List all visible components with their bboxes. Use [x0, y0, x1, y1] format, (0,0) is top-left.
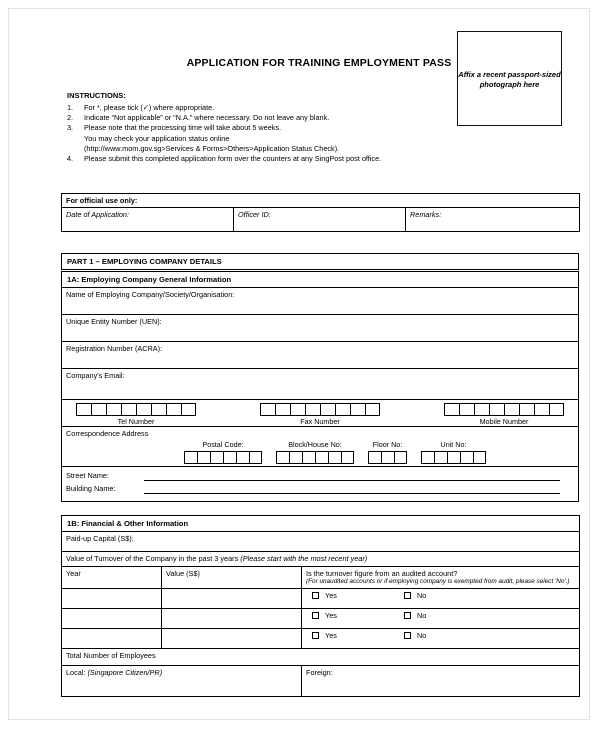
char-cell[interactable]: [474, 403, 489, 416]
char-cell[interactable]: [394, 451, 407, 464]
foreign-employees-field[interactable]: Foreign:: [302, 665, 580, 696]
section-1b-heading-row: [62, 516, 580, 532]
instruction-number: 3.: [67, 123, 74, 133]
official-use-fields-row: [62, 208, 580, 232]
official-use-heading: For official use only:: [62, 194, 580, 208]
column-header-value: Value (S$): [162, 566, 302, 588]
char-cell[interactable]: [350, 403, 365, 416]
audited-question-note: (For unaudited accounts or if employing company is exempted from audit, please select 'No'.): [306, 577, 570, 585]
tel-number-label: Tel Number: [117, 417, 155, 427]
instruction-3-sub-line-2: (http://www.mom.gov.sg>Services & Forms>Others>Application Status Check).: [84, 144, 340, 154]
page-title: APPLICATION FOR TRAINING EMPLOYMENT PASS: [186, 57, 452, 69]
audited-choice-group-2: [302, 609, 579, 621]
char-cell[interactable]: [368, 451, 381, 464]
section-1a-table: [61, 271, 579, 502]
char-cell[interactable]: [236, 451, 249, 464]
officer-id-field[interactable]: Officer ID:: [234, 208, 406, 232]
street-name-label: Street Name:: [66, 471, 109, 481]
postal-code-label: Postal Code:: [202, 439, 244, 449]
instructions-block: [67, 91, 487, 165]
phone-numbers-row: [62, 400, 579, 427]
char-cell[interactable]: [289, 451, 302, 464]
checkbox-icon[interactable]: [312, 592, 319, 599]
audited-choice-group-1: [302, 589, 579, 601]
audited-question: Is the turnover figure from an audited account?: [306, 568, 458, 578]
char-cell[interactable]: [136, 403, 151, 416]
turnover-heading-text: Value of Turnover of the Company in the past 3 years: [66, 554, 241, 564]
building-name-label: Building Name:: [66, 484, 116, 494]
block-house-no-group[interactable]: [276, 440, 354, 464]
turnover-value-input-1[interactable]: [162, 588, 302, 608]
floor-no-label: Floor No:: [372, 439, 403, 449]
instruction-number: 4.: [67, 154, 74, 164]
part1-heading-row: [62, 254, 579, 270]
char-cell[interactable]: [447, 451, 460, 464]
block-house-no-input[interactable]: [276, 451, 354, 464]
building-name-input[interactable]: [144, 484, 560, 494]
char-cell[interactable]: [223, 451, 236, 464]
audited-yes-option-1[interactable]: [312, 591, 404, 600]
turnover-heading-row: [62, 552, 580, 566]
phone-numbers-group: [62, 400, 578, 426]
form-page: [8, 8, 590, 720]
paid-up-capital-field[interactable]: Paid-up Capital (S$):: [62, 532, 580, 552]
checkbox-icon[interactable]: [312, 632, 319, 639]
audited-no-label: No: [417, 610, 427, 620]
audited-choice-group-3: [302, 629, 579, 641]
checkbox-icon[interactable]: [312, 612, 319, 619]
char-cell[interactable]: [473, 451, 486, 464]
instruction-text: For *, please tick (✓) where appropriate.: [84, 102, 215, 112]
unit-no-label: Unit No:: [440, 439, 467, 449]
correspondence-address-heading-row: [62, 427, 579, 439]
section-1b-heading: 1B: Financial & Other Information: [62, 516, 580, 532]
instruction-number: 1.: [67, 102, 74, 112]
char-cell[interactable]: [381, 451, 394, 464]
char-cell[interactable]: [460, 451, 473, 464]
char-cell[interactable]: [275, 403, 290, 416]
char-cell[interactable]: [166, 403, 181, 416]
street-name-input[interactable]: [144, 471, 560, 481]
char-cell[interactable]: [534, 403, 549, 416]
char-cell[interactable]: [549, 403, 564, 416]
photograph-instruction: Affix a recent passport-sized photograph here: [458, 70, 561, 90]
local-employees-note: (Singapore Citizen/PR): [87, 667, 163, 677]
column-header-year: Year: [62, 566, 162, 588]
instruction-item-1: [67, 103, 487, 113]
turnover-year-input-1[interactable]: [62, 588, 162, 608]
audited-yes-label: Yes: [325, 590, 337, 600]
section-1a-heading: 1A: Employing Company General Information: [62, 272, 579, 288]
block-house-no-label: Block/House No:: [288, 439, 342, 449]
audited-yes-option-3[interactable]: [312, 631, 404, 640]
turnover-value-input-2[interactable]: [162, 608, 302, 628]
audited-yes-label: Yes: [325, 630, 337, 640]
instruction-number: 2.: [67, 113, 74, 122]
char-cell[interactable]: [249, 451, 262, 464]
acra-field[interactable]: Registration Number (ACRA):: [62, 342, 579, 369]
column-header-audited: [302, 566, 580, 588]
employees-counts-row: [62, 665, 580, 696]
instruction-item-4: [67, 154, 487, 164]
floor-no-input[interactable]: [368, 451, 407, 464]
char-cell[interactable]: [489, 403, 504, 416]
turnover-heading-note: (Please start with the most recent year): [240, 554, 368, 564]
audited-no-option-2[interactable]: [404, 611, 496, 620]
mobile-number-input[interactable]: [444, 403, 564, 416]
char-cell[interactable]: [91, 403, 106, 416]
table-row: [62, 588, 580, 608]
table-row: [62, 608, 580, 628]
char-cell[interactable]: [276, 451, 289, 464]
char-cell[interactable]: [320, 403, 335, 416]
unit-no-group[interactable]: [421, 440, 486, 464]
correspondence-address-heading: Correspondence Address: [62, 427, 579, 439]
uen-row: [62, 315, 579, 342]
char-cell[interactable]: [260, 403, 275, 416]
company-name-field[interactable]: Name of Employing Company/Society/Organisation:: [62, 288, 579, 315]
postal-code-group[interactable]: [184, 440, 262, 464]
acra-row: [62, 342, 579, 369]
char-cell[interactable]: [444, 403, 459, 416]
local-employees-field[interactable]: [62, 665, 302, 696]
official-use-header-row: [62, 194, 580, 208]
unit-no-input[interactable]: [421, 451, 486, 464]
char-cell[interactable]: [210, 451, 223, 464]
instruction-3-sub-line-1: You may check your application status online: [84, 133, 230, 143]
char-cell[interactable]: [197, 451, 210, 464]
char-cell[interactable]: [335, 403, 350, 416]
char-cell[interactable]: [305, 403, 320, 416]
mobile-number-label: Mobile Number: [479, 417, 529, 427]
fax-number-group[interactable]: [260, 403, 380, 426]
char-cell[interactable]: [76, 403, 91, 416]
fax-number-input[interactable]: [260, 403, 380, 416]
checkbox-icon[interactable]: [404, 632, 411, 639]
street-building-row: [62, 466, 579, 501]
char-cell[interactable]: [328, 451, 341, 464]
turnover-year-input-2[interactable]: [62, 608, 162, 628]
audited-no-option-1[interactable]: [404, 591, 496, 600]
employees-heading-row: [62, 648, 580, 665]
audited-no-option-3[interactable]: [404, 631, 496, 640]
instruction-item-3: [67, 123, 487, 133]
audited-no-label: No: [417, 590, 427, 600]
building-name-row[interactable]: [66, 483, 574, 496]
char-cell[interactable]: [434, 451, 447, 464]
char-cell[interactable]: [121, 403, 136, 416]
section-1b-table: [61, 515, 580, 697]
tel-number-group[interactable]: [76, 403, 196, 426]
char-cell[interactable]: [519, 403, 534, 416]
fax-number-label: Fax Number: [300, 417, 340, 427]
section-1a-heading-row: [62, 272, 579, 288]
checkbox-icon[interactable]: [404, 592, 411, 599]
instruction-text: Please note that the processing time will take about 5 weeks.: [84, 123, 282, 133]
audited-yes-label: Yes: [325, 610, 337, 620]
char-cell[interactable]: [184, 451, 197, 464]
char-cell[interactable]: [181, 403, 196, 416]
char-cell[interactable]: [151, 403, 166, 416]
employees-heading: Total Number of Employees: [62, 648, 580, 665]
table-row: [62, 628, 580, 648]
audited-no-label: No: [417, 630, 427, 640]
char-cell[interactable]: [459, 403, 474, 416]
tel-number-input[interactable]: [76, 403, 196, 416]
address-boxes-row: [62, 439, 579, 467]
char-cell[interactable]: [290, 403, 305, 416]
email-row: [62, 369, 579, 400]
char-cell[interactable]: [365, 403, 380, 416]
char-cell[interactable]: [302, 451, 315, 464]
date-of-application-field[interactable]: Date of Application:: [62, 208, 234, 232]
char-cell[interactable]: [341, 451, 354, 464]
uen-field[interactable]: Unique Entity Number (UEN):: [62, 315, 579, 342]
remarks-field[interactable]: Remarks:: [406, 208, 580, 232]
char-cell[interactable]: [421, 451, 434, 464]
part1-heading: PART 1 – EMPLOYING COMPANY DETAILS: [62, 254, 579, 270]
address-boxes-group: [66, 439, 574, 464]
char-cell[interactable]: [106, 403, 121, 416]
official-use-table: [61, 193, 580, 232]
turnover-heading: [62, 552, 580, 566]
floor-no-group[interactable]: [368, 440, 407, 464]
instruction-item-2: [67, 113, 487, 123]
instruction-text: Indicate “Not applicable” or “N.A.” where necessary. Do not leave any blank.: [84, 113, 330, 122]
local-employees-label: Local:: [66, 667, 88, 677]
instruction-text: Please submit this completed application form over the counters at any SingPost post office.: [84, 154, 382, 164]
mobile-number-group[interactable]: [444, 403, 564, 426]
checkbox-icon[interactable]: [404, 612, 411, 619]
company-name-row: [62, 288, 579, 315]
char-cell[interactable]: [315, 451, 328, 464]
turnover-year-input-3[interactable]: [62, 628, 162, 648]
audited-yes-option-2[interactable]: [312, 611, 404, 620]
company-email-field[interactable]: Company's Email:: [62, 369, 579, 400]
instructions-heading: INSTRUCTIONS:: [67, 91, 126, 100]
street-name-row[interactable]: [66, 470, 574, 483]
postal-code-input[interactable]: [184, 451, 262, 464]
paid-up-capital-row: [62, 532, 580, 552]
turnover-value-input-3[interactable]: [162, 628, 302, 648]
part1-heading-table: [61, 253, 579, 270]
turnover-column-header-row: [62, 566, 580, 588]
char-cell[interactable]: [504, 403, 519, 416]
